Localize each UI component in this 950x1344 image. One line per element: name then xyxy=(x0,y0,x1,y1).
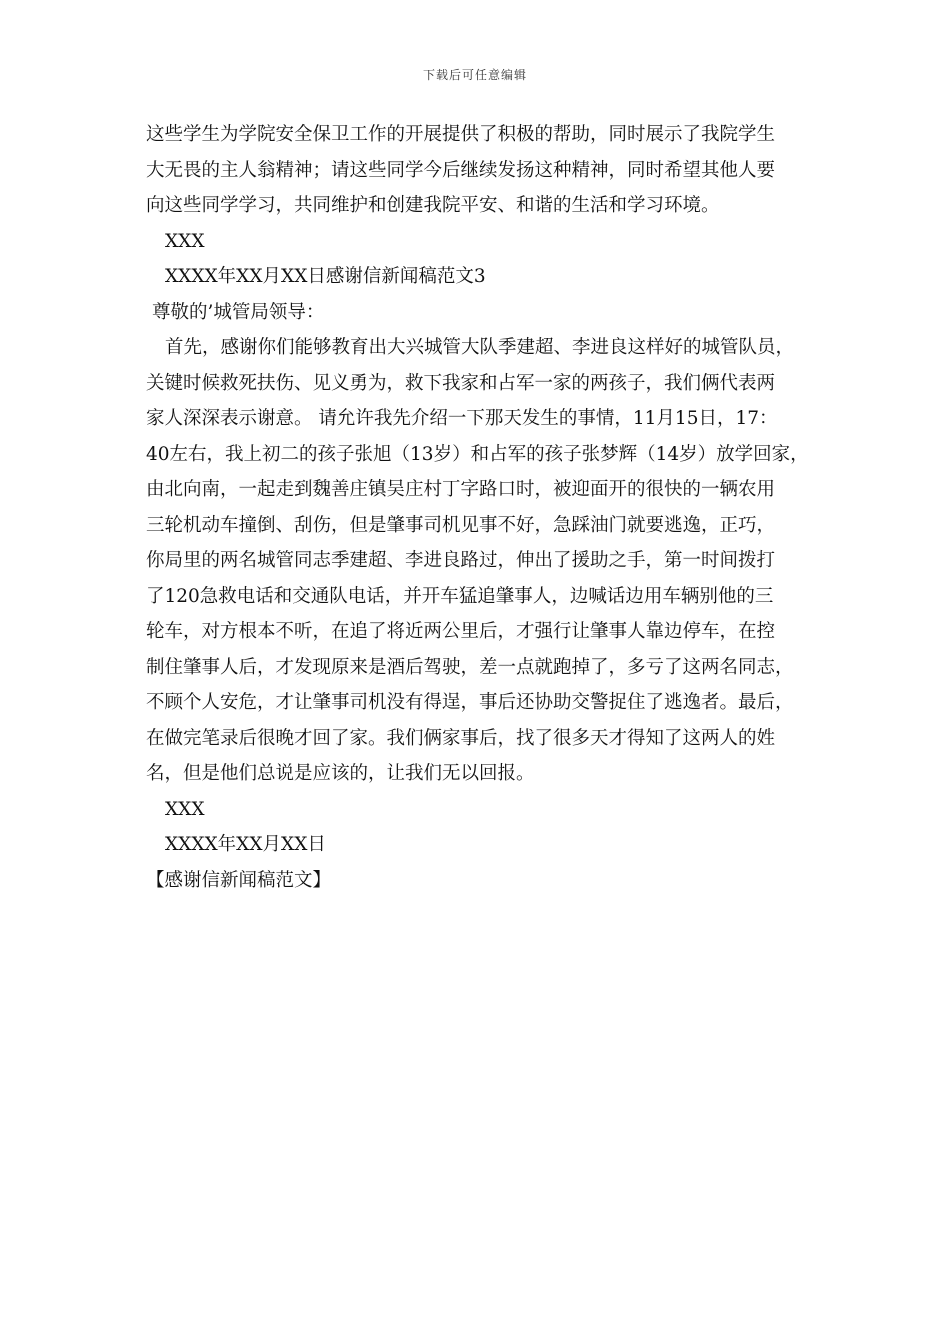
paragraph-line: 在做完笔录后很晚才回了家。我们俩家事后，找了很多天才得知了这两人的姓 xyxy=(146,727,776,749)
paragraph-line: 向这些同学学习，共同维护和创建我院平安、和谐的生活和学习环境。 xyxy=(146,195,720,216)
paragraph-line: 关键时候救死扶伤、见义勇为，救下我家和占军一家的两孩子，我们俩代表两 xyxy=(146,372,776,394)
document-body xyxy=(146,117,826,898)
paragraph-line: 制住肇事人后，才发现原来是酒后驾驶，差一点就跑掉了，多亏了这两名同志， xyxy=(146,656,794,678)
signature: XXX xyxy=(165,798,205,820)
paragraph-line: 由北向南，一起走到魏善庄镇吴庄村丁字路口时，被迎面开的很快的一辆农用 xyxy=(146,479,776,500)
page-header: 下载后可任意编辑 xyxy=(422,68,527,82)
footer-title: 【感谢信新闻稿范文】 xyxy=(146,869,332,891)
paragraph-line: 轮车，对方根本不听，在追了将近两公里后，才强行让肇事人靠边停车，在控 xyxy=(146,621,776,642)
paragraph-line: 大无畏的主人翁精神；请这些同学今后继续发扬这种精神，同时希望其他人要 xyxy=(146,159,776,181)
paragraph-line: 名，但是他们总说是应该的，让我们无以回报。 xyxy=(146,763,535,784)
paragraph-line: 了120急救电话和交通队电话，并开车猛追肇事人，边喊话边用车辆别他的三 xyxy=(146,585,774,607)
signature: XXX xyxy=(165,230,205,252)
paragraph-line: 不顾个人安危，才让肇事司机没有得逞，事后还协助交警捉住了逃逸者。最后， xyxy=(146,692,794,713)
date: XXXX年XX月XX日 xyxy=(165,834,326,855)
paragraph-line: 家人深深表示谢意。 请允许我先介绍一下那天发生的事情，11月15日，17： xyxy=(146,408,778,429)
paragraph-line: 首先，感谢你们能够教育出大兴城管大队季建超、李进良这样好的城管队员， xyxy=(165,337,795,358)
paragraph-line: 你局里的两名城管同志季建超、李进良路过，伸出了援助之手，第一时间拨打 xyxy=(146,550,776,571)
salutation: 尊敬的’城管局领导： xyxy=(152,301,325,323)
paragraph-line: 40左右，我上初二的孩子张旭（13岁）和占军的孩子张梦辉（14岁）放学回家， xyxy=(146,443,809,465)
date-and-title: XXXX年XX月XX日感谢信新闻稿范文3 xyxy=(165,266,486,287)
paragraph-line: 这些学生为学院安全保卫工作的开展提供了积极的帮助，同时展示了我院学生 xyxy=(146,124,776,145)
paragraph-line: 三轮机动车撞倒、刮伤，但是肇事司机见事不好，急踩油门就要逃逸，正巧， xyxy=(146,514,776,536)
